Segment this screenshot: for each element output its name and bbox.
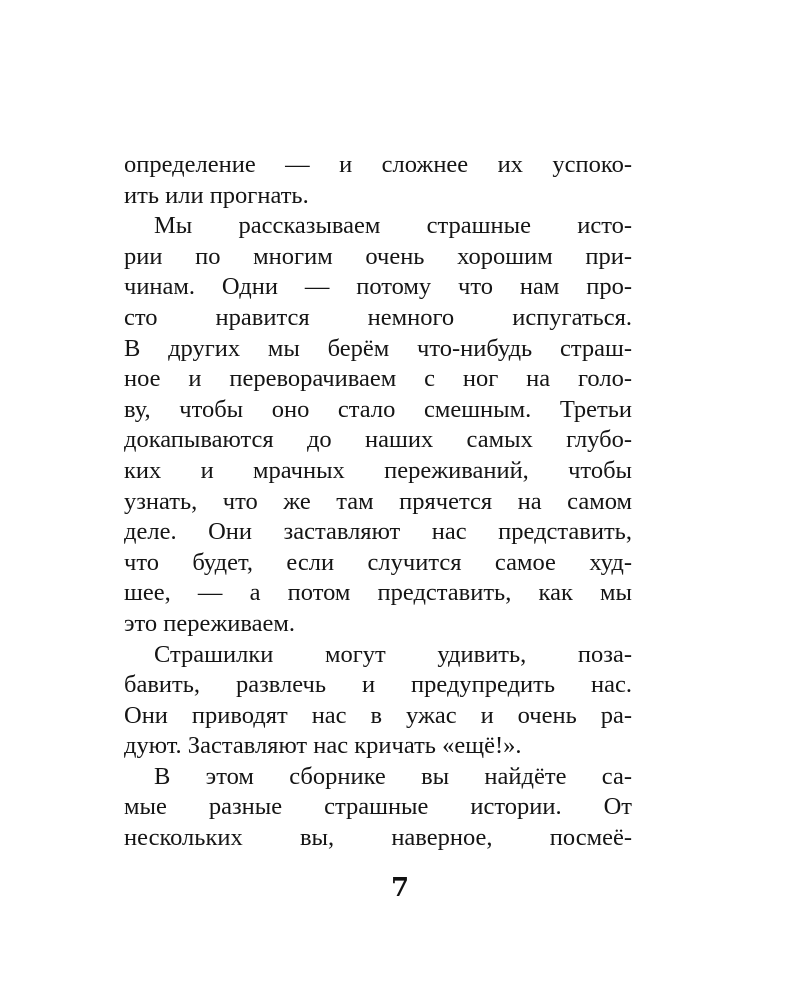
body-text bbox=[124, 150, 632, 854]
text-line: ких и мрачных переживаний, чтобы bbox=[124, 456, 632, 484]
text-line: В других мы берём что-нибудь страш- bbox=[124, 334, 632, 362]
text-line: определение — и сложнее их успоко- bbox=[124, 151, 632, 178]
text-line: ву, чтобы оно стало смешным. Третьи bbox=[124, 395, 632, 423]
text-line: сто нравится немного испугаться. bbox=[124, 303, 632, 331]
text-line: бавить, развлечь и предупредить нас. bbox=[124, 671, 632, 699]
text-line: ное и переворачиваем с ног на голо- bbox=[124, 365, 632, 393]
text-line: докапываются до наших самых глубо- bbox=[124, 426, 632, 454]
text-line: В этом сборнике вы найдёте са- bbox=[154, 762, 632, 790]
text-line: шее, — а потом представить, как мы bbox=[124, 579, 632, 607]
text-line: рии по многим очень хорошим при- bbox=[124, 242, 632, 270]
text-line: ить или прогнать. bbox=[124, 181, 309, 209]
text-line: дуют. Заставляют нас кричать «ещё!». bbox=[124, 732, 522, 760]
text-line: узнать, что же там прячется на самом bbox=[124, 487, 632, 515]
text-line: нескольких вы, наверное, посмеё- bbox=[124, 824, 632, 852]
text-line: Мы рассказываем страшные исто- bbox=[154, 212, 632, 240]
page-number: 7 bbox=[390, 873, 410, 903]
text-line: Они приводят нас в ужас и очень ра- bbox=[124, 701, 632, 729]
text-line: деле. Они заставляют нас представить, bbox=[124, 518, 632, 546]
text-line: мые разные страшные истории. От bbox=[124, 793, 632, 821]
text-line: что будет, если случится самое худ- bbox=[124, 548, 632, 576]
text-line: чинам. Одни — потому что нам про- bbox=[124, 273, 632, 301]
text-line: это переживаем. bbox=[124, 609, 296, 637]
text-line: Страшилки могут удивить, поза- bbox=[154, 640, 632, 668]
